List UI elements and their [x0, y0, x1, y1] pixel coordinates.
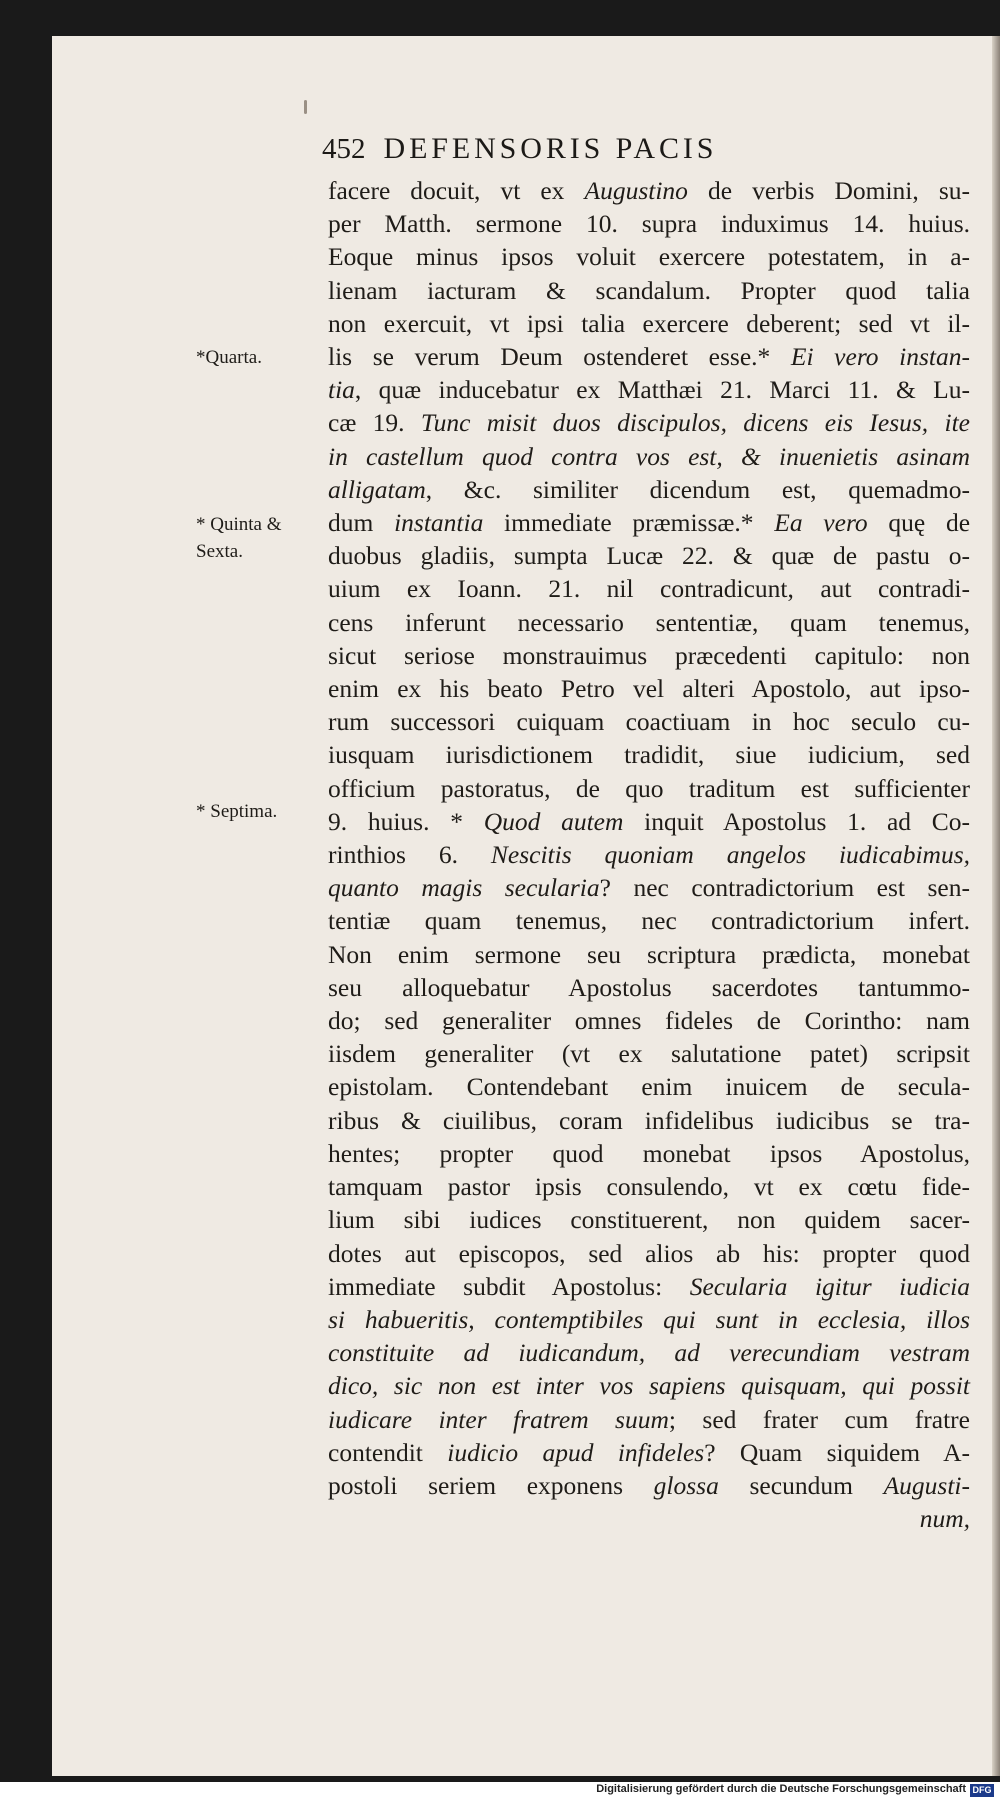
- text-line: alligatam, &c. similiter dicendum est, quemadmo-: [328, 474, 970, 504]
- margin-note-sexta: Sexta.: [196, 541, 243, 562]
- text-line: do; sed generaliter omnes fideles de Corintho: nam: [328, 1006, 970, 1036]
- dfg-logo: DFG: [970, 1784, 994, 1797]
- text-line: seu alloquebatur Apostolus sacerdotes tantummo-: [328, 972, 970, 1002]
- text-line: tia, quæ inducebatur ex Matthæi 21. Marci 11. & Lu-: [328, 375, 970, 405]
- text-line: dum instantia immediate præmissæ.* Ea vero quę de: [328, 508, 971, 538]
- text-line: lienam iacturam & scandalum. Propter quod talia: [328, 275, 970, 305]
- text-line: constituite ad iudicandum, ad verecundiam vestram: [328, 1338, 970, 1368]
- text-line: postoli seriem exponens glossa secundum Augusti-: [328, 1470, 970, 1500]
- text-line: tentiæ quam tenemus, nec contradictorium infert.: [328, 906, 970, 936]
- text-line: cens inferunt necessario sententiæ, quam tenemus,: [328, 607, 970, 637]
- text-line: sicut seriose monstrauimus præcedenti capitulo: non: [328, 640, 970, 670]
- text-line: rinthios 6. Nescitis quoniam angelos iudicabimus,: [328, 840, 971, 870]
- text-line: per Matth. sermone 10. supra induximus 14. huius.: [328, 209, 970, 239]
- text-line: uium ex Ioann. 21. nil contradicunt, aut contradi-: [328, 574, 970, 604]
- text-line: ribus & ciuilibus, coram infidelibus iudicibus se tra-: [328, 1105, 970, 1135]
- text-line: Non enim sermone seu scriptura prædicta, monebat: [328, 939, 970, 969]
- text-line: immediate subdit Apostolus: Secularia igitur iudicia: [328, 1271, 970, 1301]
- text-line: non exercuit, vt ipsi talia exercere deberent; sed vt il-: [328, 308, 970, 338]
- footer-credit: Digitalisierung gefördert durch die Deutsche Forschungsgemeinschaft: [596, 1783, 966, 1795]
- text-line: enim ex his beato Petro vel alteri Apostolo, aut ipso-: [328, 674, 970, 704]
- body-text: [328, 174, 970, 1535]
- text-line: iusquam iurisdictionem tradidit, siue iudicium, sed: [328, 740, 970, 770]
- text-line: rum successori cuiquam coactiuam in hoc seculo cu-: [328, 707, 970, 737]
- text-line: iudicare inter fratrem suum; sed frater cum fratre: [328, 1404, 970, 1434]
- margin-note-quinta: * Quinta &: [196, 514, 282, 535]
- text-line: cæ 19. Tunc misit duos discipulos, dicens eis Iesus, ite: [328, 408, 970, 438]
- text-line: officium pastoratus, de quo traditum est sufficienter: [328, 773, 970, 803]
- text-line: dico, sic non est inter vos sapiens quisquam, qui possit: [328, 1371, 970, 1401]
- page-number: 452: [322, 133, 366, 165]
- text-line: dotes aut episcopos, sed alios ab his: propter quod: [328, 1238, 970, 1268]
- text-line: facere docuit, vt ex Augustino de verbis Domini, su-: [328, 176, 970, 205]
- running-head: [322, 132, 942, 166]
- margin-note-quarta: *Quarta.: [196, 347, 262, 368]
- text-line: num,: [919, 1504, 970, 1534]
- page-edge: [992, 36, 1000, 1776]
- text-line: lis se verum Deum ostenderet esse.* Ei vero instan-: [328, 342, 970, 372]
- text-line: epistolam. Contendebant enim inuicem de secula-: [328, 1072, 970, 1102]
- text-line: 9. huius. * Quod autem inquit Apostolus 1. ad Co-: [328, 806, 970, 836]
- text-line: hentes; propter quod monebat ipsos Apostolus,: [328, 1138, 970, 1168]
- text-line: lium sibi iudices constituerent, non quidem sacer-: [328, 1205, 970, 1235]
- text-line: quanto magis secularia? nec contradictorium est sen-: [328, 873, 970, 903]
- text-line: contendit iudicio apud infideles? Quam siquidem A-: [328, 1437, 970, 1467]
- text-line: si habueritis, contemptibiles qui sunt in ecclesia, illos: [328, 1304, 970, 1334]
- margin-note-septima: * Septima.: [196, 801, 278, 822]
- text-line: Eoque minus ipsos voluit exercere potestatem, in a-: [328, 242, 970, 272]
- printer-mark: [304, 100, 307, 114]
- text-line: duobus gladiis, sumpta Lucæ 22. & quæ de pastu o-: [328, 541, 970, 571]
- text-line: in castellum quod contra vos est, & inuenietis asinam: [328, 441, 970, 471]
- text-line: iisdem generaliter (vt ex salutatione patet) scripsit: [328, 1039, 970, 1069]
- text-line: tamquam pastor ipsis consulendo, vt ex cœtu fide-: [328, 1172, 970, 1202]
- running-title: DEFENSORIS PACIS: [383, 132, 718, 165]
